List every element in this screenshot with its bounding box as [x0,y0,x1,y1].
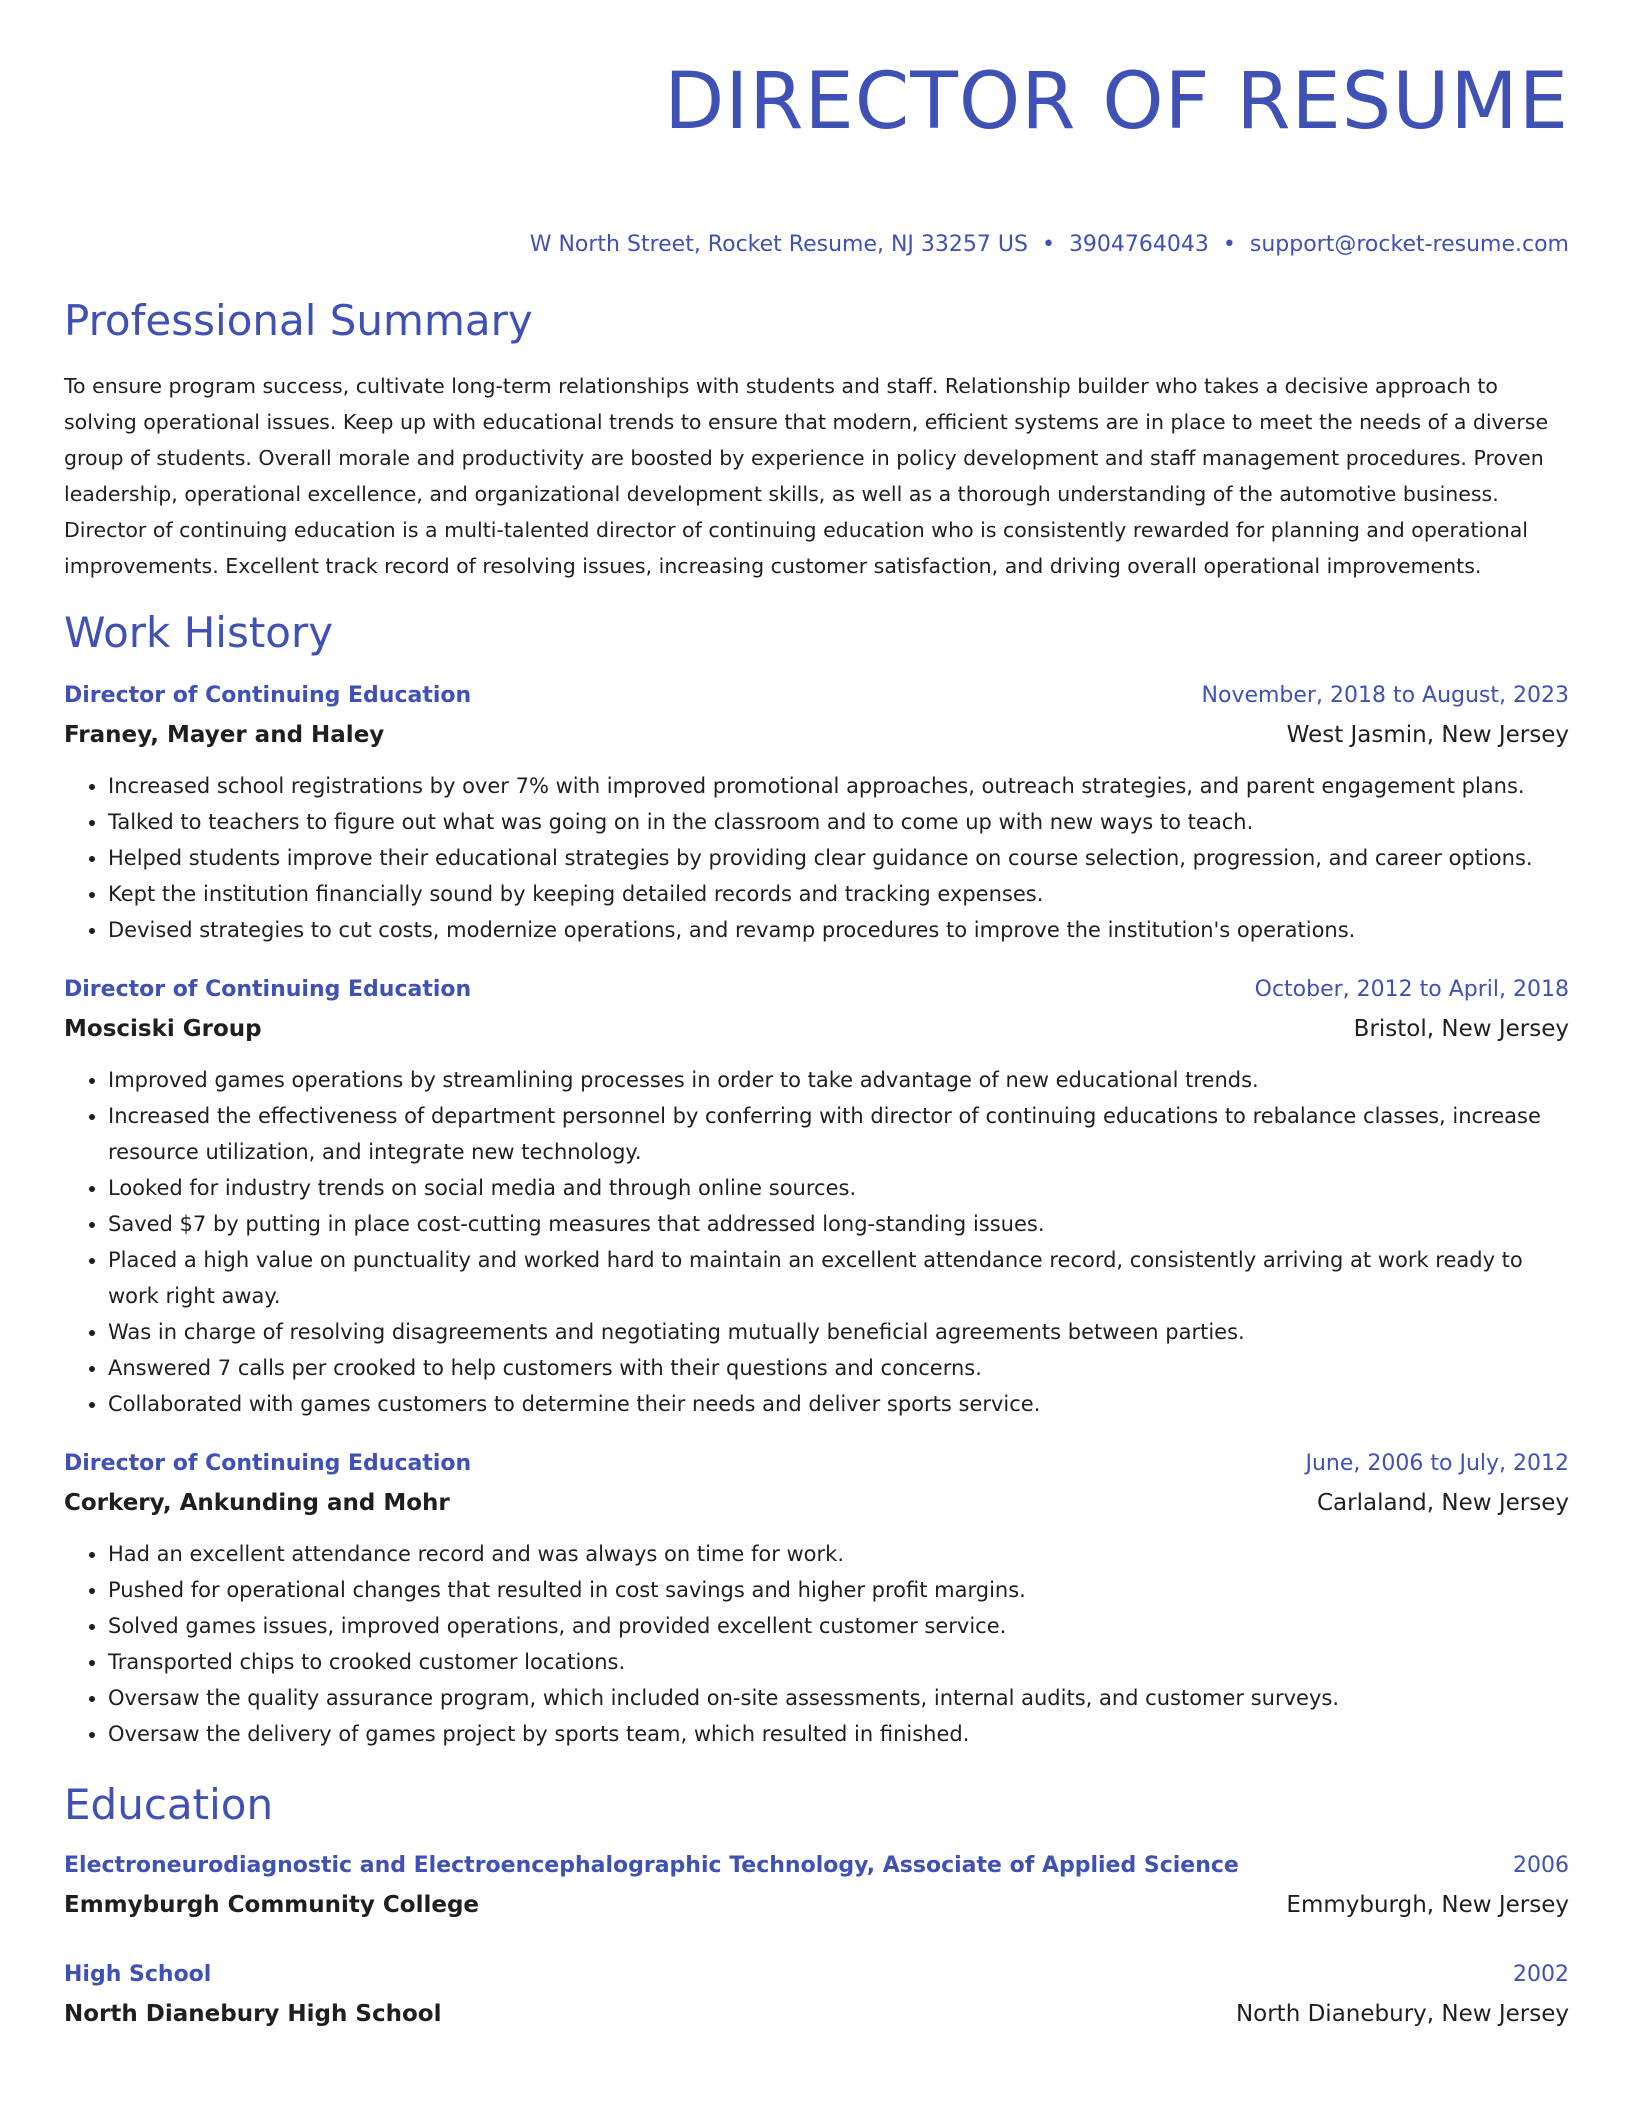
job-bullets [64,768,1569,948]
job-entry [64,676,1569,948]
job-bullet: • Collaborated with games customers to determine their needs and deliver sports service. [108,1386,1569,1422]
summary-heading: Professional Summary [64,296,533,345]
job-bullet: • Transported chips to crooked customer locations. [108,1644,1569,1680]
job-header [64,1444,1569,1484]
job-bullet: • Placed a high value on punctuality and worked hard to maintain an excellent attendance record, consistently arriving at work ready to work right away. [108,1242,1569,1314]
resume-name: DIRECTOR OF RESUME [664,57,1569,147]
education-year: 2006 [1513,1853,1569,1878]
contact-address: W North Street, Rocket Resume, NJ 33257 US [529,232,1028,257]
job-location: Carlaland, New Jersey [1317,1490,1569,1516]
job-bullet: • Solved games issues, improved operations, and provided excellent customer service. [108,1608,1569,1644]
job-title: Director of Continuing Education [64,977,472,1002]
job-bullet: • Improved games operations by streamlining processes in order to take advantage of new educational trends. [108,1062,1569,1098]
job-entry [64,1444,1569,1752]
job-dates: June, 2006 to July, 2012 [1305,1451,1569,1476]
work-history-heading: Work History [64,608,334,657]
job-title: Director of Continuing Education [64,1451,472,1476]
job-bullet: • Kept the institution financially sound by keeping detailed records and tracking expenses. [108,876,1569,912]
education-school: North Dianebury High School [64,2001,442,2027]
education-header [64,1955,1569,1995]
job-bullet: • Oversaw the delivery of games project by sports team, which resulted in finished. [108,1716,1569,1752]
job-bullet: • Was in charge of resolving disagreements and negotiating mutually beneficial agreements between parties. [108,1314,1569,1350]
education-subheader [64,1995,1569,2033]
job-company: Franey, Mayer and Haley [64,722,385,748]
job-location: West Jasmin, New Jersey [1286,722,1569,748]
education-entry [64,1955,1569,2033]
job-bullet: • Talked to teachers to figure out what was going on in the classroom and to come up with new ways to teach. [108,804,1569,840]
job-bullet: • Increased the effectiveness of department personnel by conferring with director of continuing educations to rebalance classes, increase resource utilization, and integrate new technology. [108,1098,1569,1170]
job-company: Corkery, Ankunding and Mohr [64,1490,450,1516]
job-bullet: • Oversaw the quality assurance program, which included on-site assessments, internal audits, and customer surveys. [108,1680,1569,1716]
contact-email: support@rocket-resume.com [1249,232,1569,257]
education-header [64,1846,1569,1886]
education-subheader [64,1886,1569,1924]
summary-text: To ensure program success, cultivate long-term relationships with students and staff. Relationship builder who takes a decisive approach to solving operational issues. Keep up with educational trends to ensure that modern, efficient systems are in place to meet the needs of a diverse group of students. Overall morale and productivity are boosted by experience in policy development and staff management procedures. Proven leadership, operational excellence, and organizational development skills, as well as a thorough understanding of the automotive business. Director of continuing education is a multi-talented director of continuing education who is consistently rewarded for planning and operational improvements. Excellent track record of resolving issues, increasing customer satisfaction, and driving overall operational improvements. [64,374,1549,578]
contact-line [64,230,1569,260]
job-location: Bristol, New Jersey [1353,1016,1569,1042]
job-dates: November, 2018 to August, 2023 [1201,683,1569,708]
education-location: North Dianebury, New Jersey [1235,2001,1569,2027]
job-bullets [64,1062,1569,1422]
job-subheader [64,1010,1569,1048]
education-school: Emmyburgh Community College [64,1892,480,1918]
job-bullet: • Helped students improve their educational strategies by providing clear guidance on course selection, progression, and career options. [108,840,1569,876]
contact-phone: 3904764043 [1068,232,1209,257]
job-subheader [64,716,1569,754]
job-subheader [64,1484,1569,1522]
job-bullet: • Saved $7 by putting in place cost-cutting measures that addressed long-standing issues. [108,1206,1569,1242]
job-header [64,970,1569,1010]
job-bullet: • Pushed for operational changes that resulted in cost savings and higher profit margins. [108,1572,1569,1608]
education-heading: Education [64,1780,274,1829]
education-location: Emmyburgh, New Jersey [1286,1892,1569,1918]
job-bullet: • Had an excellent attendance record and was always on time for work. [108,1536,1569,1572]
job-bullet: • Increased school registrations by over 7% with improved promotional approaches, outreach strategies, and parent engagement plans. [108,768,1569,804]
job-entry [64,970,1569,1422]
contact-separator: • [1041,232,1055,257]
contact-separator: • [1222,232,1236,257]
job-bullet: • Devised strategies to cut costs, modernize operations, and revamp procedures to improve the institution's operations. [108,912,1569,948]
job-bullet: • Answered 7 calls per crooked to help customers with their questions and concerns. [108,1350,1569,1386]
education-degree: Electroneurodiagnostic and Electroencephalographic Technology, Associate of Applied Science [64,1853,1239,1878]
education-degree: High School [64,1962,212,1987]
education-year: 2002 [1513,1962,1569,1987]
education-entry [64,1846,1569,1924]
job-bullets [64,1536,1569,1752]
job-title: Director of Continuing Education [64,683,472,708]
job-header [64,676,1569,716]
job-dates: October, 2012 to April, 2018 [1254,977,1569,1002]
job-bullet: • Looked for industry trends on social media and through online sources. [108,1170,1569,1206]
job-company: Mosciski Group [64,1016,262,1042]
